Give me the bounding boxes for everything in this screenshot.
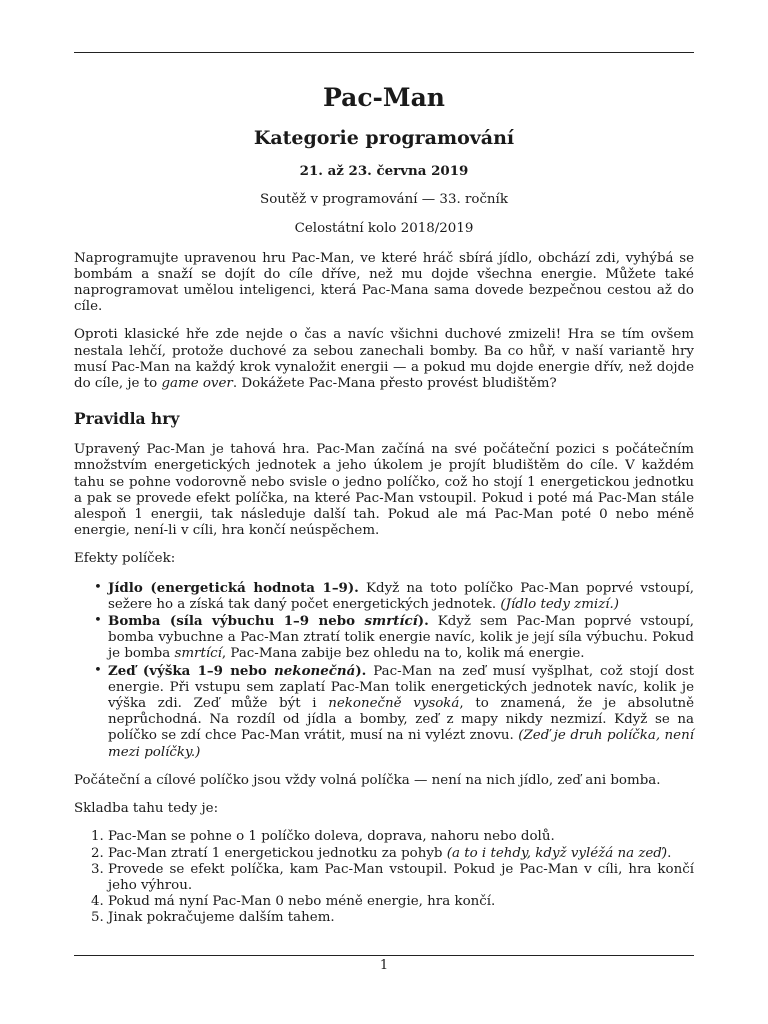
intro-paragraph-1: Naprogramujte upravenou hru Pac-Man, ve které hráč sbírá jídlo, obchází zdi, vyhýbá se bombám a snaží se dojít do cíle dříve, než mu dojde všechna energie. Můžete také naprogramovat umělou inteligenci, která Pac-Mana sama dovede bezpečnou cestou až do cíle. — [74, 250, 694, 315]
intro-paragraph-2 — [74, 327, 694, 392]
effect-wall-text-a: Pac-Man na zeď musí vyšplhat, což stojí dost energie. Při vstupu sem zaplatí Pac-Man tolik energetických jednotek navíc, kolik je výška zdi. Zeď může být i — [108, 663, 694, 712]
section-heading-rules: Pravidla hry — [74, 409, 180, 429]
effect-bomb-title-italic: smrtící — [364, 613, 418, 630]
effect-food-note: (Jídlo tedy zmizí.) — [500, 596, 620, 612]
turn-step — [108, 829, 694, 845]
document-title: Pac-Man — [323, 83, 445, 112]
event-date: 21. až 23. června 2019 — [299, 163, 469, 179]
top-rule — [74, 52, 694, 53]
effect-item-food — [108, 580, 694, 613]
effect-wall-text-b: , to znamená, že je absolutně neprůchodná. Na rozdíl od jídla a bomby, zeď z mapy nikdy nezmizí. Když se na políčko se zdí chce Pac-Man vrátit, musí na ni vylézt znovu. — [108, 696, 694, 744]
effect-bomb-title-b: ). — [417, 613, 429, 630]
turn-step — [108, 846, 694, 862]
turn-step-tail: . — [667, 845, 672, 861]
effect-wall-title-a: Zeď (výška 1–9 nebo — [108, 662, 275, 679]
effect-item-wall — [108, 663, 694, 761]
competition-line: Soutěž v programování — 33. ročník — [260, 192, 508, 208]
effect-wall-italic: nekonečně vysoká — [328, 696, 460, 712]
effect-food-text: Když na toto políčko Pac-Man poprvé vstoupí, sežere ho a získá tak daný počet energetických jednotek. — [108, 580, 694, 612]
effect-wall-title-italic: nekonečná — [274, 662, 356, 679]
effect-bomb-title-a: Bomba (síla výbuchu 1–9 nebo — [108, 613, 365, 630]
turn-step-note: (a to i tehdy, když vyléžá na zeď) — [446, 845, 668, 861]
effect-bomb-text-a: Když sem Pac-Man poprvé vstoupí, bomba vybuchne a Pac-Man ztratí tolik energie navíc, kolik je její síla výbuchu. Pokud je bomba — [108, 614, 695, 662]
round-line: Celostátní kolo 2018/2019 — [294, 221, 474, 237]
turn-step-text: Pac-Man ztratí 1 energetickou jednotku za pohyb — [108, 845, 447, 861]
effects-list — [74, 580, 694, 761]
effect-bomb-text-b: , Pac-Mana zabije bez ohledu na to, kolik má energie. — [221, 646, 585, 662]
turn-intro: Skladba tahu tedy je: — [74, 801, 219, 817]
turn-step-text: Pac-Man se pohne o 1 políčko doleva, doprava, nahoru nebo dolů. — [108, 829, 555, 845]
turn-step — [108, 862, 694, 894]
turn-step — [108, 910, 694, 926]
turn-steps-list — [74, 829, 694, 926]
effect-wall-note: (Zeď je druh políčka, není mezi políčky.) — [108, 728, 695, 760]
rules-paragraph: Upravený Pac-Man je tahová hra. Pac-Man začíná na své počáteční pozici s počátečním množstvím energetických jednotek a jeho úkolem je projít bludištěm do cíle. V každém tahu se pohne vodorovně nebo svisle o jedno políčko, což ho stojí 1 energetickou jednotku a pak se provede efekt políčka, na které Pac-Man vstoupil. Pokud i poté má Pac-Man stále alespoň 1 energii, tak následuje další tah. Pokud ale má Pac-Man poté 0 nebo méně energie, není-li v cíli, hra končí neúspěchem. — [74, 442, 694, 539]
turn-step-text: Pokud má nyní Pac-Man 0 nebo méně energie, hra končí. — [108, 894, 496, 910]
intro-p2-text-b: . Dokážete Pac-Mana přesto provést bludištěm? — [232, 376, 557, 392]
intro-p2-italic: game over — [161, 376, 233, 392]
effect-wall-title-b: ). — [355, 662, 367, 679]
bottom-rule — [74, 955, 694, 956]
effect-food-title: Jídlo (energetická hodnota 1–9). — [108, 579, 359, 596]
effects-intro: Efekty políček: — [74, 551, 176, 567]
turn-step-text: Jinak pokračujeme dalším tahem. — [108, 910, 335, 926]
effect-item-bomb — [108, 613, 694, 663]
start-end-paragraph: Počáteční a cílové políčko jsou vždy volná políčka — není na nich jídlo, zeď ani bomba. — [74, 772, 661, 788]
turn-step — [108, 894, 694, 910]
document-subtitle: Kategorie programování — [253, 127, 515, 149]
intro-p2-text-a: Oproti klasické hře zde nejde o čas a navíc všichni duchové zmizeli! Hra se tím ovšem nestala lehčí, protože duchové za sebou zanechali bomby. Ba co hůř, v naší variantě hry musí Pac-Man na každý krok vynaložit energii — a pokud mu dojde energie dřív, než dojde do cíle, je to — [74, 327, 694, 392]
turn-step-text: Provede se efekt políčka, kam Pac-Man vstoupil. Pokud je Pac-Man v cíli, hra končí jeho výhrou. — [108, 861, 694, 893]
effect-bomb-italic: smrtící — [174, 646, 222, 662]
page-number: 1 — [379, 958, 389, 973]
page-content — [74, 83, 694, 927]
